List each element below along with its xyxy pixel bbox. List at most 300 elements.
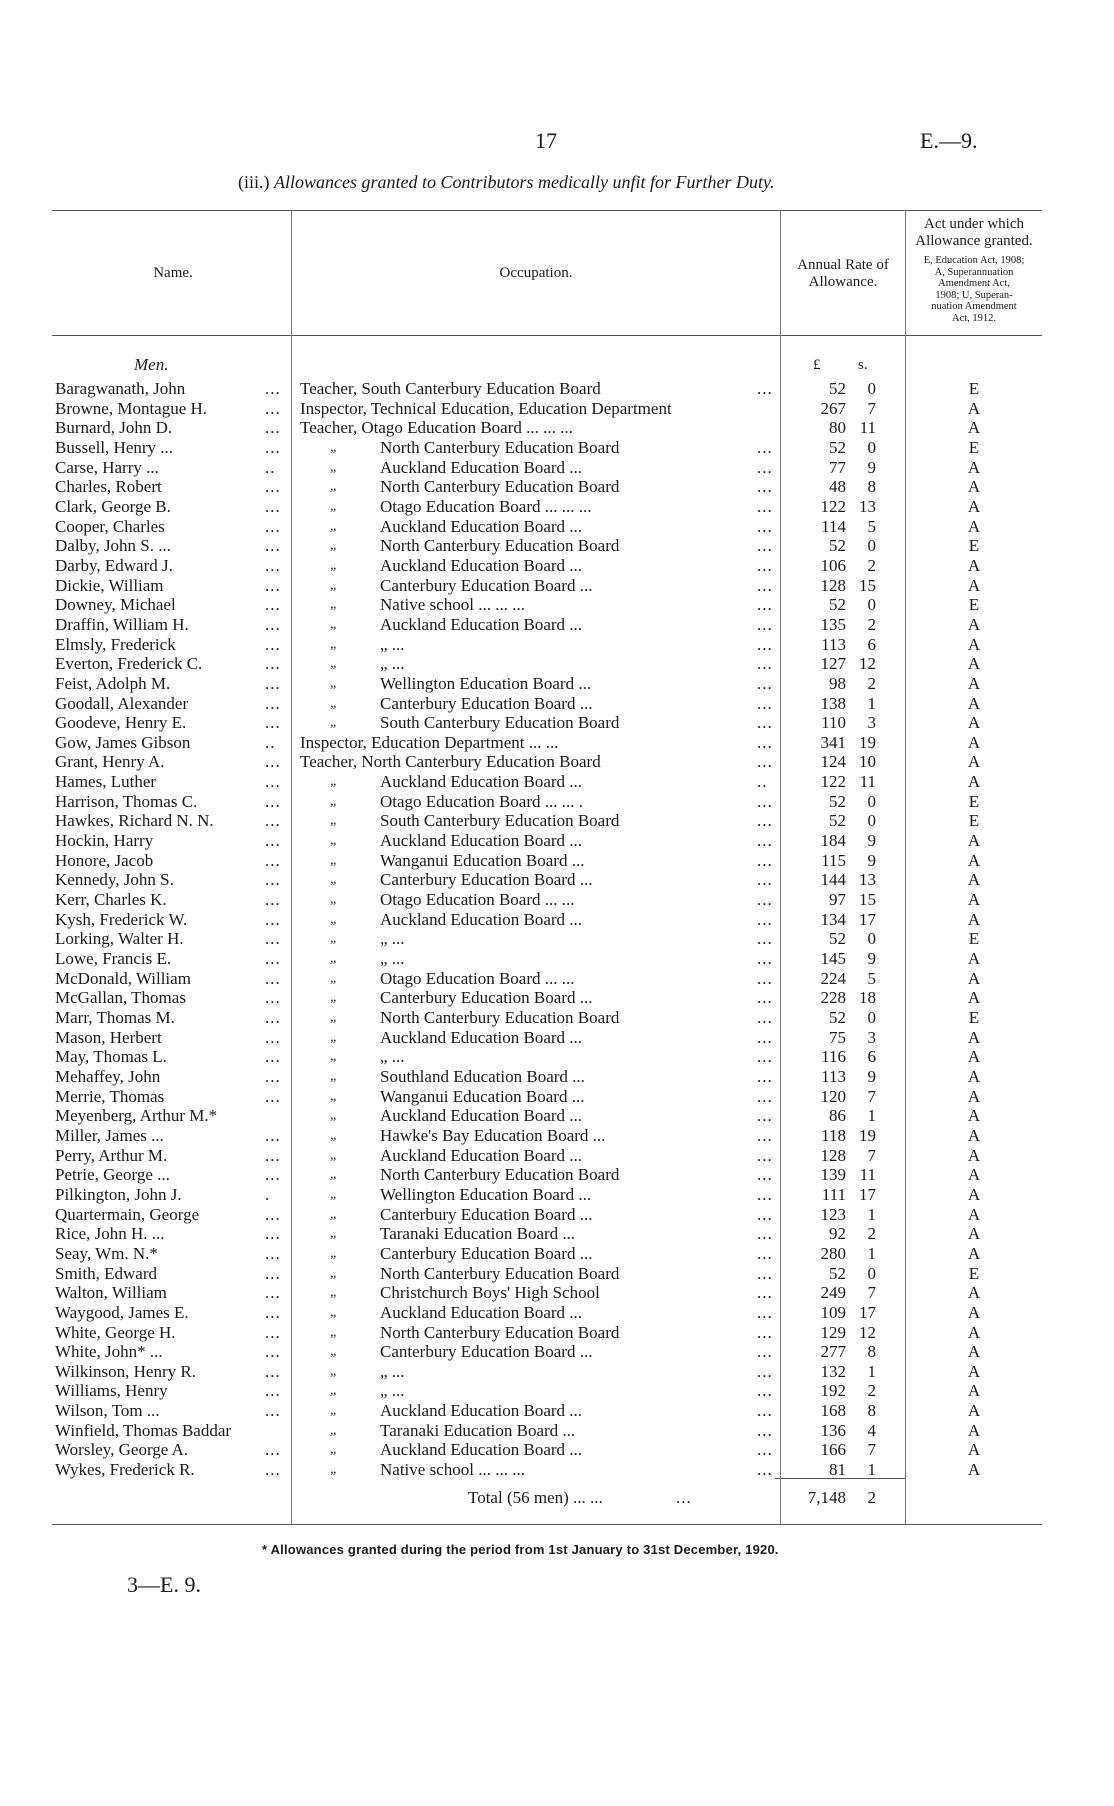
row-name-leader-dots: ...	[265, 379, 281, 398]
row-board: South Canterbury Education Board	[380, 713, 620, 733]
row-name: Goodall, Alexander	[55, 693, 189, 713]
row-occupation-leader-dots: ...	[757, 968, 773, 988]
row-rate-pounds: 166	[820, 1440, 846, 1460]
row-name: Wilson, Tom ...	[55, 1401, 160, 1421]
row-rate-pounds: 115	[821, 850, 846, 870]
row-rate-pounds: 106	[820, 555, 846, 575]
row-ditto-mark: „	[330, 695, 338, 711]
row-board: North Canterbury Education Board	[380, 1322, 620, 1342]
table-row	[0, 1067, 1114, 1087]
total-leader-dots: ...	[676, 1488, 692, 1507]
row-rate-pounds: 113	[821, 634, 846, 654]
row-name-leader-dots: ...	[265, 437, 281, 457]
page-number: 17	[535, 128, 557, 153]
row-ditto-mark: „	[330, 597, 338, 613]
row-act-code: A	[967, 693, 981, 713]
row-occupation-leader-dots: ...	[757, 575, 773, 595]
row-rate-pounds: 139	[820, 1165, 846, 1185]
row-name: Kennedy, John S.	[55, 870, 174, 890]
row-name: Marr, Thomas M.	[55, 1008, 175, 1027]
row-rate-shillings: 6	[867, 634, 876, 654]
row-rate-shillings: 1	[867, 1460, 876, 1480]
row-board: Hawke's Bay Education Board ...	[380, 1125, 606, 1145]
row-name: Mehaffey, John	[55, 1066, 161, 1086]
row-rate-pounds: 48	[829, 477, 846, 497]
unit-shilling: s.	[858, 357, 868, 373]
row-rate-pounds: 118	[821, 1125, 846, 1145]
row-ditto-mark: „	[330, 577, 338, 593]
row-act-code: A	[967, 398, 981, 418]
row-rate-shillings: 0	[867, 1008, 876, 1027]
row-occupation-leader-dots: ...	[757, 1008, 773, 1027]
table-row	[0, 1185, 1114, 1205]
row-ditto-mark: „	[330, 1344, 338, 1360]
row-occupation-leader-dots: ...	[757, 1283, 773, 1303]
row-ditto-mark: „	[330, 1265, 338, 1281]
row-name: Cooper, Charles	[55, 516, 165, 536]
row-board: „ ...	[380, 1381, 405, 1401]
row-board: North Canterbury Education Board	[380, 536, 620, 556]
row-occupation-leader-dots: ...	[757, 949, 773, 969]
row-rate-pounds: 77	[829, 457, 846, 477]
row-ditto-mark: „	[330, 439, 338, 455]
table-row	[0, 536, 1114, 556]
row-rate-pounds: 129	[820, 1322, 846, 1342]
row-ditto-mark: „	[330, 813, 338, 829]
row-act-code: A	[967, 713, 981, 733]
table-row	[0, 1047, 1114, 1067]
row-ditto-mark: „	[330, 951, 338, 967]
row-rate-pounds: 128	[820, 1145, 846, 1165]
row-ditto-mark: „	[330, 675, 338, 691]
row-ditto-mark: „	[330, 1226, 338, 1242]
row-board: Auckland Education Board ...	[380, 457, 583, 477]
row-rate-shillings: 0	[867, 536, 876, 556]
row-rate-shillings: 13	[859, 496, 876, 516]
row-board: Auckland Education Board ...	[380, 1401, 583, 1421]
table-row	[0, 1028, 1114, 1048]
table-title-text: Allowances granted to Contributors medically unfit for Further Duty.	[274, 172, 775, 192]
row-ditto-mark: „	[330, 872, 338, 888]
row-occupation-leader-dots: ...	[757, 1322, 773, 1342]
row-occupation-leader-dots: ...	[757, 1342, 773, 1362]
row-board: Otago Education Board ... ... .	[380, 791, 584, 811]
row-occupation-leader-dots: ...	[757, 496, 773, 516]
table-row	[0, 458, 1114, 478]
row-name-leader-dots: ...	[265, 1145, 281, 1165]
row-name: Browne, Montague H.	[55, 398, 208, 418]
row-name-leader-dots: ...	[265, 477, 281, 497]
row-rate-pounds: 138	[820, 693, 846, 713]
row-act-code: A	[967, 1047, 981, 1067]
row-name-leader-dots: ...	[265, 949, 281, 969]
row-occupation-leader-dots: ...	[757, 673, 773, 693]
row-rate-pounds: 120	[820, 1086, 846, 1106]
row-rate-shillings: 8	[867, 1342, 876, 1362]
table-row	[0, 988, 1114, 1008]
unit-pound: £	[813, 357, 821, 373]
act-key-line: A, Superannuation	[934, 266, 1014, 278]
row-occupation-leader-dots: ...	[757, 890, 773, 910]
row-rate-shillings: 17	[859, 1302, 876, 1322]
row-name-leader-dots: ...	[265, 929, 281, 949]
row-rate-pounds: 249	[820, 1283, 846, 1303]
row-board: „ ...	[380, 1047, 405, 1067]
table-row	[0, 1087, 1114, 1107]
row-board: Native school ... ... ...	[380, 595, 525, 615]
row-rate-pounds: 113	[821, 1066, 846, 1086]
row-occupation-leader-dots: ...	[757, 732, 773, 752]
row-name-leader-dots: ...	[265, 614, 281, 634]
row-occupation-leader-dots: ..	[757, 772, 768, 792]
row-rate-shillings: 5	[867, 968, 876, 988]
row-occupation-leader-dots: ...	[757, 1066, 773, 1086]
row-board: Otago Education Board ... ...	[380, 890, 575, 910]
table-row	[0, 1440, 1114, 1460]
row-board: Canterbury Education Board ...	[380, 988, 593, 1008]
row-rate-pounds: 192	[820, 1381, 846, 1401]
table-row	[0, 1460, 1114, 1480]
row-name-leader-dots: ...	[265, 1224, 281, 1244]
row-name-leader-dots: ...	[265, 1165, 281, 1185]
row-name-leader-dots: ...	[265, 968, 281, 988]
table-row	[0, 1126, 1114, 1146]
row-act-code: E	[968, 379, 980, 398]
row-board: „ ...	[380, 929, 405, 949]
row-name-leader-dots: ...	[265, 595, 281, 615]
row-rate-shillings: 11	[859, 418, 876, 438]
row-name-leader-dots: ...	[265, 713, 281, 733]
table-row	[0, 1264, 1114, 1284]
row-name-leader-dots: ...	[265, 988, 281, 1008]
row-rate-shillings: 3	[867, 1027, 876, 1047]
row-act-code: A	[967, 1066, 981, 1086]
row-rate-shillings: 5	[867, 516, 876, 536]
row-ditto-mark: „	[330, 1304, 338, 1320]
row-rate-pounds: 52	[829, 379, 846, 398]
row-name: Winfield, Thomas Baddar	[55, 1420, 232, 1440]
row-board: Auckland Education Board ...	[380, 614, 583, 634]
table-row	[0, 694, 1114, 714]
row-name: Dalby, John S. ...	[55, 536, 172, 556]
table-row	[0, 1165, 1114, 1185]
table-row	[0, 1362, 1114, 1382]
row-rate-pounds: 135	[820, 614, 846, 634]
row-rate-pounds: 123	[820, 1204, 846, 1224]
row-rate-shillings: 15	[859, 890, 876, 910]
sheet-signature-mark: 3—E. 9.	[127, 1572, 201, 1597]
table-row	[0, 595, 1114, 615]
row-rate-shillings: 19	[859, 732, 876, 752]
table-row	[0, 1421, 1114, 1441]
row-rate-pounds: 116	[821, 1047, 846, 1067]
row-name: Burnard, John D.	[55, 418, 173, 438]
row-name-leader-dots: ...	[265, 1460, 281, 1480]
row-ditto-mark: „	[330, 557, 338, 573]
row-ditto-mark: „	[330, 636, 338, 652]
row-name-leader-dots: ...	[265, 1008, 281, 1027]
row-name-leader-dots: ...	[265, 831, 281, 851]
row-occupation-leader-dots: ...	[757, 850, 773, 870]
row-occupation-leader-dots: ...	[757, 1302, 773, 1322]
row-rate-shillings: 9	[867, 949, 876, 969]
table-row	[0, 1323, 1114, 1343]
table-row	[0, 1146, 1114, 1166]
row-act-code: A	[967, 654, 981, 674]
row-act-code: A	[967, 988, 981, 1008]
row-name: Goodeve, Henry E.	[55, 713, 187, 733]
row-act-code: A	[967, 516, 981, 536]
row-act-code: E	[968, 929, 980, 949]
column-header-rate-line2: Allowance.	[808, 274, 878, 290]
row-act-code: A	[967, 870, 981, 890]
row-board: Canterbury Education Board ...	[380, 693, 593, 713]
row-ditto-mark: „	[330, 1147, 338, 1163]
row-board: Christchurch Boys' High School	[380, 1283, 600, 1303]
row-name: Elmsly, Frederick	[55, 634, 176, 654]
row-name: Worsley, George A.	[55, 1440, 189, 1460]
row-rate-pounds: 52	[829, 811, 846, 831]
row-ditto-mark: „	[330, 970, 338, 986]
row-rate-pounds: 127	[820, 654, 846, 674]
row-board: Auckland Education Board ...	[380, 1145, 583, 1165]
row-rate-pounds: 114	[821, 516, 846, 536]
row-rate-pounds: 52	[829, 536, 846, 556]
row-rate-shillings: 8	[867, 477, 876, 497]
table-row	[0, 477, 1114, 497]
act-key-line: E, Education Act, 1908;	[923, 255, 1025, 266]
row-board: North Canterbury Education Board	[380, 477, 620, 497]
row-ditto-mark: „	[330, 1068, 338, 1084]
row-name-leader-dots: ...	[265, 555, 281, 575]
row-act-code: E	[968, 595, 980, 615]
row-name-leader-dots: ...	[265, 516, 281, 536]
row-occupation: Inspector, Technical Education, Education Department	[300, 398, 672, 418]
row-name-leader-dots: ...	[265, 654, 281, 674]
row-occupation-leader-dots: ...	[757, 1125, 773, 1145]
row-rate-shillings: 1	[867, 1106, 876, 1126]
table-row	[0, 1244, 1114, 1264]
row-board: Southland Education Board ...	[380, 1066, 585, 1086]
row-board: Canterbury Education Board ...	[380, 1204, 593, 1224]
row-occupation-leader-dots: ...	[757, 1145, 773, 1165]
table-title	[238, 172, 774, 193]
row-rate-pounds: 184	[820, 831, 846, 851]
row-occupation-leader-dots: ...	[757, 791, 773, 811]
row-name-leader-dots: ...	[265, 1401, 281, 1421]
row-name: Everton, Frederick C.	[55, 654, 203, 674]
row-ditto-mark: „	[330, 774, 338, 790]
row-occupation-leader-dots: ...	[757, 1263, 773, 1283]
row-rate-shillings: 0	[867, 791, 876, 811]
row-occupation-leader-dots: ...	[757, 477, 773, 497]
row-rate-shillings: 7	[867, 398, 876, 418]
row-act-code: E	[968, 811, 980, 831]
row-name: Lowe, Francis E.	[55, 949, 172, 969]
row-name: Lorking, Walter H.	[55, 929, 184, 949]
row-board: North Canterbury Education Board	[380, 1008, 620, 1027]
row-act-code: E	[968, 536, 980, 556]
row-occupation-leader-dots: ...	[757, 1361, 773, 1381]
row-ditto-mark: „	[330, 892, 338, 908]
row-ditto-mark: „	[330, 459, 338, 475]
row-ditto-mark: „	[330, 1010, 338, 1025]
row-ditto-mark: „	[330, 616, 338, 632]
row-name: White, George H.	[55, 1322, 176, 1342]
table-row	[0, 635, 1114, 655]
table-bottom-rule	[52, 1524, 1042, 1525]
row-rate-shillings: 7	[867, 1440, 876, 1460]
table-row	[0, 576, 1114, 596]
row-ditto-mark: „	[330, 1127, 338, 1143]
row-board: Canterbury Education Board ...	[380, 575, 593, 595]
row-name: Rice, John H. ...	[55, 1224, 165, 1244]
row-name-leader-dots: ...	[265, 1302, 281, 1322]
row-rate-shillings: 9	[867, 850, 876, 870]
row-rate-shillings: 0	[867, 379, 876, 398]
row-board: Auckland Education Board ...	[380, 1440, 583, 1460]
table-row	[0, 890, 1114, 910]
row-board: North Canterbury Education Board	[380, 1263, 620, 1283]
row-ditto-mark: „	[330, 498, 338, 514]
row-name: Clark, George B.	[55, 496, 171, 516]
table-row	[0, 674, 1114, 694]
row-ditto-mark: „	[330, 1245, 338, 1261]
row-name-leader-dots: ...	[265, 1086, 281, 1106]
row-rate-shillings: 0	[867, 595, 876, 615]
row-board: Auckland Education Board ...	[380, 1027, 583, 1047]
row-rate-pounds: 134	[820, 909, 846, 929]
table-row	[0, 792, 1114, 812]
table-row	[0, 811, 1114, 831]
row-occupation-leader-dots: ...	[757, 634, 773, 654]
row-rate-shillings: 17	[859, 1184, 876, 1204]
table-top-rule	[52, 210, 1042, 211]
row-name-leader-dots: ...	[265, 850, 281, 870]
row-ditto-mark: „	[330, 1186, 338, 1202]
table-row	[0, 399, 1114, 419]
table-row	[0, 556, 1114, 576]
table-row	[0, 772, 1114, 792]
row-occupation-leader-dots: ...	[757, 1204, 773, 1224]
row-name: Honore, Jacob	[55, 850, 154, 870]
row-rate-pounds: 224	[820, 968, 846, 988]
row-rate-shillings: 2	[867, 1381, 876, 1401]
table-row	[0, 831, 1114, 851]
row-act-code: A	[967, 1322, 981, 1342]
section-label-men: Men.	[134, 355, 169, 374]
row-occupation-leader-dots: ...	[757, 1420, 773, 1440]
row-board: Auckland Education Board ...	[380, 831, 583, 851]
row-rate-shillings: 6	[867, 1047, 876, 1067]
row-occupation: Teacher, Otago Education Board ... ... ...	[300, 418, 573, 438]
row-rate-shillings: 1	[867, 1361, 876, 1381]
row-name-leader-dots: ...	[265, 1342, 281, 1362]
act-key-line: nuation Amendment	[931, 301, 1017, 312]
row-board: Native school ... ... ...	[380, 1460, 525, 1480]
row-board: „ ...	[380, 949, 405, 969]
row-name: Dickie, William	[55, 575, 164, 595]
row-name-leader-dots: ...	[265, 418, 281, 438]
row-name: Petrie, George ...	[55, 1165, 170, 1185]
row-name: Carse, Harry ...	[55, 457, 159, 477]
table-row	[0, 870, 1114, 890]
row-rate-shillings: 10	[859, 752, 876, 772]
act-key-line: Amendment Act,	[938, 278, 1010, 289]
row-name-leader-dots: ...	[265, 1027, 281, 1047]
row-name-leader-dots: ...	[265, 811, 281, 831]
row-rate-shillings: 0	[867, 811, 876, 831]
row-act-code: A	[967, 909, 981, 929]
row-name: Gow, James Gibson	[55, 732, 191, 752]
row-name: Feist, Adolph M.	[55, 673, 171, 693]
row-board: Canterbury Education Board ...	[380, 1243, 593, 1263]
row-occupation-leader-dots: ...	[757, 595, 773, 615]
row-act-code: A	[967, 1165, 981, 1185]
table-row	[0, 851, 1114, 871]
row-name-leader-dots: ...	[265, 1263, 281, 1283]
row-occupation-leader-dots: ...	[757, 1460, 773, 1480]
row-rate-shillings: 9	[867, 831, 876, 851]
row-act-code: A	[967, 831, 981, 851]
row-board: Auckland Education Board ...	[380, 909, 583, 929]
table-row	[0, 654, 1114, 674]
row-ditto-mark: „	[330, 1422, 338, 1438]
row-rate-shillings: 4	[867, 1420, 876, 1440]
row-rate-shillings: 7	[867, 1283, 876, 1303]
row-name-leader-dots: ...	[265, 870, 281, 890]
row-act-code: A	[967, 575, 981, 595]
row-occupation-leader-dots: ...	[757, 536, 773, 556]
row-ditto-mark: „	[330, 479, 338, 495]
row-ditto-mark: „	[330, 1442, 338, 1458]
row-name-leader-dots: ...	[265, 634, 281, 654]
row-name-leader-dots: ...	[265, 575, 281, 595]
row-name: Hockin, Harry	[55, 831, 154, 851]
row-name: Pilkington, John J.	[55, 1184, 182, 1204]
row-rate-pounds: 92	[829, 1224, 846, 1244]
row-act-code: A	[967, 1283, 981, 1303]
row-occupation-leader-dots: ...	[757, 988, 773, 1008]
row-act-code: A	[967, 968, 981, 988]
row-name-leader-dots: ...	[265, 752, 281, 772]
table-row	[0, 615, 1114, 635]
row-name-leader-dots: ...	[265, 1283, 281, 1303]
row-act-code: A	[967, 1106, 981, 1126]
row-rate-pounds: 228	[820, 988, 846, 1008]
row-name: Grant, Henry A.	[55, 752, 165, 772]
row-name-leader-dots: ..	[265, 457, 276, 477]
row-act-code: A	[967, 418, 981, 438]
row-ditto-mark: „	[330, 1049, 338, 1065]
row-board: Wanganui Education Board ...	[380, 1086, 585, 1106]
row-name-leader-dots: ...	[265, 1361, 281, 1381]
row-rate-pounds: 267	[820, 398, 846, 418]
table-row	[0, 1401, 1114, 1421]
row-act-code: A	[967, 1243, 981, 1263]
row-act-code: E	[968, 1263, 980, 1283]
row-board: Auckland Education Board ...	[380, 516, 583, 536]
row-rate-shillings: 18	[859, 988, 876, 1008]
row-act-code: A	[967, 634, 981, 654]
row-act-code: A	[967, 1302, 981, 1322]
row-occupation-leader-dots: ...	[757, 909, 773, 929]
row-act-code: A	[967, 496, 981, 516]
table-row	[0, 969, 1114, 989]
row-name-leader-dots: ...	[265, 1047, 281, 1067]
row-ditto-mark: „	[330, 1383, 338, 1399]
row-ditto-mark: „	[330, 538, 338, 554]
